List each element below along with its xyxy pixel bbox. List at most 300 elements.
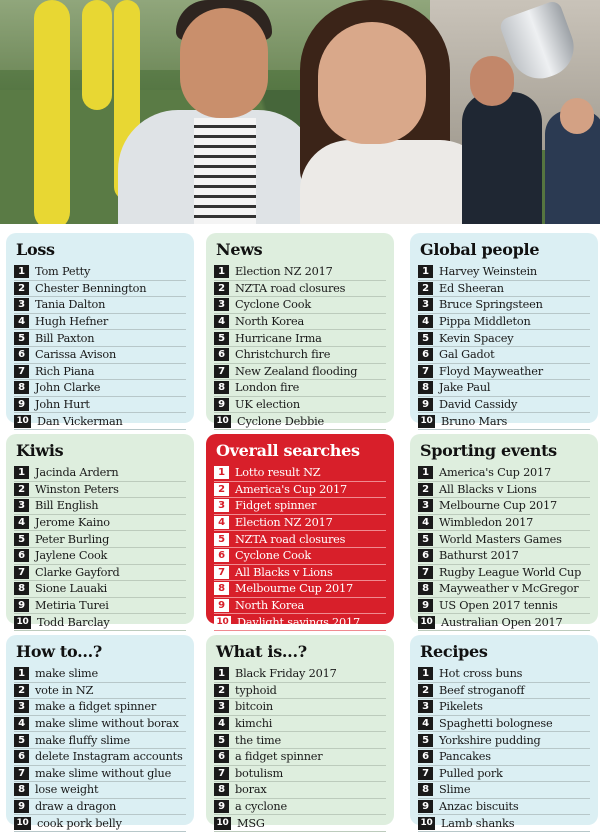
list-item [14,766,186,783]
list-item [14,482,186,499]
list-item [418,297,590,314]
list-item-text: Pulled pork [439,766,503,780]
list-item [214,380,386,397]
rank-badge: 2 [418,282,433,295]
rank-badge: 4 [418,315,433,328]
list-item [418,314,590,331]
list-item-text: John Clarke [35,381,101,395]
list-item-text: Metiria Turei [35,599,109,613]
list-item [14,565,186,582]
list-item-text: All Blacks v Lions [235,565,333,579]
sailor-figure [462,92,542,224]
list-item [214,548,386,565]
list-item [418,264,590,281]
panel-title: Sporting events [420,441,557,460]
list-item [418,699,590,716]
list-item-text: US Open 2017 tennis [439,599,558,613]
list-item-text: draw a dragon [35,800,117,814]
rank-badge: 7 [418,566,433,579]
list-item [214,465,386,482]
rank-badge: 7 [214,767,229,780]
list-item-text: Lamb shanks [441,816,515,830]
list-item-text: Ed Sheeran [439,281,504,295]
list-item [214,782,386,799]
list-item [418,482,590,499]
list-item [14,413,186,430]
panel-title: What is...? [216,642,307,661]
list-item [418,683,590,700]
list-item-text: New Zealand flooding [235,364,358,378]
list-item-text: Hot cross buns [439,667,523,681]
rank-badge: 10 [214,415,231,428]
rank-badge: 9 [214,800,229,813]
list-item-text: Melbourne Cup 2017 [439,499,558,513]
rank-badge: 1 [418,466,433,479]
list-item-text: make slime [35,667,98,681]
rank-badge: 10 [14,817,31,830]
list-item [214,799,386,816]
rank-badge: 6 [14,750,29,763]
list-item [418,531,590,548]
list-item-text: UK election [235,398,300,412]
rank-badge: 4 [214,717,229,730]
panel-title: Loss [16,240,55,259]
list-item-text: Beef stroganoff [439,683,525,697]
slime-strand [34,0,70,224]
panel-overall-searches [206,434,394,629]
list-item-text: kimchi [235,717,273,731]
list-item [418,413,590,430]
list-item [214,749,386,766]
list-item-text: Daylight savings 2017 [237,615,361,629]
list-item-text: Rich Piana [35,364,95,378]
rank-badge: 3 [214,298,229,311]
rank-badge: 4 [14,516,29,529]
list-item-text: Bruce Springsteen [439,298,543,312]
list-item-text: Dan Vickerman [37,414,123,428]
panel-title: Recipes [420,642,488,661]
rank-badge: 10 [418,616,435,629]
list-item-text: Black Friday 2017 [235,667,337,681]
rank-badge: 2 [214,684,229,697]
rank-badge: 9 [14,599,29,612]
list-item-text: Wimbledon 2017 [439,516,534,530]
rank-badge: 4 [214,315,229,328]
rank-badge: 7 [14,767,29,780]
list-item-text: Hurricane Irma [235,331,322,345]
ranked-list [14,264,186,430]
rank-badge: 2 [14,282,29,295]
list-item-text: Cyclone Cook [235,549,312,563]
man-face [180,8,268,118]
list-item [418,515,590,532]
list-item [418,666,590,683]
rank-badge: 3 [214,499,229,512]
list-item [14,548,186,565]
list-item [14,732,186,749]
list-item-text: Christchurch fire [235,348,331,362]
rank-badge: 7 [418,767,433,780]
rank-badge: 7 [214,566,229,579]
list-item [214,515,386,532]
rank-badge: 10 [214,817,231,830]
list-item [418,548,590,565]
rank-badge: 5 [418,332,433,345]
rank-badge: 9 [214,398,229,411]
list-item [14,581,186,598]
rank-badge: 1 [418,265,433,278]
list-item-text: Kevin Spacey [439,331,514,345]
rank-badge: 4 [214,516,229,529]
rank-badge: 3 [14,298,29,311]
list-item-text: Jacinda Ardern [35,466,119,480]
list-item [418,766,590,783]
rank-badge: 8 [214,381,229,394]
list-item-text: World Masters Games [439,532,562,546]
list-item [418,749,590,766]
rank-badge: 2 [214,282,229,295]
list-item [14,465,186,482]
ranked-list [214,465,386,631]
panel-title: How to...? [16,642,103,661]
rank-badge: 5 [214,734,229,747]
sailor-face [470,56,514,106]
list-item-text: Hugh Hefner [35,315,109,329]
list-item-text: Spaghetti bolognese [439,717,553,731]
list-item [214,264,386,281]
list-item [214,281,386,298]
rank-badge: 10 [214,616,231,629]
list-item [14,498,186,515]
panel-title: Overall searches [216,441,360,460]
list-item [418,799,590,816]
panel-how-to [6,635,194,830]
rank-badge: 1 [418,667,433,680]
list-item-text: Tom Petty [35,265,91,279]
rank-badge: 9 [418,599,433,612]
list-item-text: Yorkshire pudding [439,733,541,747]
panel-loss [6,233,194,428]
list-item-text: Jerome Kaino [35,516,110,530]
list-item-text: Cyclone Cook [235,298,312,312]
list-item-text: Lotto result NZ [235,466,321,480]
list-item-text: America's Cup 2017 [235,482,348,496]
rank-badge: 2 [14,684,29,697]
panel-title: Global people [420,240,540,259]
list-item-text: Tania Dalton [35,298,106,312]
list-item [418,565,590,582]
list-item [14,614,186,631]
list-item [214,766,386,783]
list-item-text: Clarke Gayford [35,565,120,579]
rank-badge: 7 [14,566,29,579]
list-item [14,515,186,532]
rank-badge: 10 [14,415,31,428]
rank-badge: 9 [418,800,433,813]
list-item-text: bitcoin [235,700,274,714]
list-item [14,380,186,397]
list-item [214,716,386,733]
rank-badge: 8 [214,783,229,796]
rank-badge: 9 [14,800,29,813]
panel-title: News [216,240,263,259]
list-item-text: Election NZ 2017 [235,265,333,279]
list-item [418,380,590,397]
list-item-text: the time [235,733,282,747]
rank-badge: 4 [418,717,433,730]
list-item-text: typhoid [235,683,277,697]
panel-recipes [410,635,598,830]
rank-badge: 2 [418,684,433,697]
rank-badge: 1 [214,667,229,680]
rank-badge: 1 [14,265,29,278]
list-item [214,683,386,700]
rank-badge: 6 [14,348,29,361]
list-item [418,498,590,515]
rank-badge: 3 [418,298,433,311]
list-item [214,614,386,631]
list-item-text: David Cassidy [439,398,518,412]
list-item [214,581,386,598]
list-item [418,716,590,733]
list-item [418,397,590,414]
list-item [214,565,386,582]
rank-badge: 3 [418,700,433,713]
rank-badge: 10 [418,415,435,428]
rank-badge: 6 [214,750,229,763]
list-item [214,732,386,749]
list-item [14,666,186,683]
rank-badge: 1 [14,667,29,680]
rank-badge: 9 [14,398,29,411]
list-item-text: Carissa Avison [35,348,117,362]
list-item-text: Australian Open 2017 [441,615,563,629]
rank-badge: 8 [214,582,229,595]
list-item [214,498,386,515]
list-item-text: America's Cup 2017 [439,466,552,480]
rank-badge: 3 [14,499,29,512]
list-item-text: John Hurt [35,398,90,412]
list-item-text: Pancakes [439,750,491,764]
rank-badge: 4 [14,315,29,328]
list-item-text: Harvey Weinstein [439,265,538,279]
rank-badge: 3 [14,700,29,713]
rank-badge: 2 [14,483,29,496]
list-item-text: borax [235,783,267,797]
list-item [14,699,186,716]
rank-badge: 8 [418,783,433,796]
list-item [214,297,386,314]
list-item [14,716,186,733]
rank-badge: 6 [418,549,433,562]
rank-badge: 1 [214,466,229,479]
rank-badge: 8 [14,783,29,796]
ranked-list [14,465,186,631]
rank-badge: 9 [214,599,229,612]
rank-badge: 2 [214,483,229,496]
list-item-text: make slime without glue [35,766,172,780]
list-item-text: Peter Burling [35,532,110,546]
list-item-text: cook pork belly [37,816,122,830]
second-sailor-face [560,98,594,134]
list-item-text: Bruno Mars [441,414,508,428]
list-item-text: vote in NZ [35,683,94,697]
rank-badge: 5 [418,533,433,546]
man-tshirt [194,118,256,224]
list-item-text: North Korea [235,315,305,329]
list-item-text: Winston Peters [35,482,119,496]
list-item-text: MSG [237,816,265,830]
list-item [418,614,590,631]
rank-badge: 2 [418,483,433,496]
list-item [14,314,186,331]
rank-badge: 6 [214,348,229,361]
rank-badge: 6 [14,549,29,562]
rank-badge: 8 [14,582,29,595]
list-item-text: Pikelets [439,700,483,714]
list-item [418,465,590,482]
list-item [418,732,590,749]
list-item-text: NZTA road closures [235,281,346,295]
rank-badge: 4 [14,717,29,730]
list-item [214,666,386,683]
list-item [418,782,590,799]
list-item-text: Todd Barclay [37,615,110,629]
list-item [214,699,386,716]
list-item [418,581,590,598]
rank-badge: 10 [418,817,435,830]
list-item-text: Fidget spinner [235,499,317,513]
rank-badge: 5 [418,734,433,747]
list-item [14,347,186,364]
list-item [214,482,386,499]
rank-badge: 6 [214,549,229,562]
rank-badge: 1 [214,265,229,278]
rank-badge: 3 [214,700,229,713]
list-item-text: Anzac biscuits [439,800,519,814]
list-item-text: a fidget spinner [235,750,323,764]
panel-news [206,233,394,428]
ranked-list [418,264,590,430]
slime-strand [82,0,112,110]
list-item-text: Sione Lauaki [35,582,108,596]
list-item-text: Bill Paxton [35,331,95,345]
list-item-text: London fire [235,381,300,395]
header-photo [0,0,600,224]
list-item [214,598,386,615]
list-item-text: a cyclone [235,800,287,814]
list-item [214,531,386,548]
list-item-text: Floyd Mayweather [439,364,543,378]
list-item [14,799,186,816]
list-item [14,683,186,700]
list-item-text: Melbourne Cup 2017 [235,582,354,596]
rank-badge: 7 [214,365,229,378]
list-item [214,314,386,331]
ranked-list [214,666,386,832]
list-item [14,330,186,347]
rank-badge: 6 [418,348,433,361]
rank-badge: 10 [14,616,31,629]
rank-badge: 5 [14,332,29,345]
list-item-text: Jaylene Cook [35,549,108,563]
list-item [14,397,186,414]
panel-sporting-events [410,434,598,629]
list-item-text: Jake Paul [439,381,491,395]
rank-badge: 4 [418,516,433,529]
list-item [418,364,590,381]
list-item [14,364,186,381]
list-item [214,413,386,430]
list-item-text: Slime [439,783,471,797]
list-item-text: NZTA road closures [235,532,346,546]
rank-badge: 1 [14,466,29,479]
list-item [214,347,386,364]
panel-title: Kiwis [16,441,64,460]
list-item-text: Bathurst 2017 [439,549,519,563]
list-item-text: Election NZ 2017 [235,516,333,530]
list-item-text: Bill English [35,499,99,513]
panel-what-is [206,635,394,830]
list-item [214,364,386,381]
list-item [14,531,186,548]
list-item-text: make a fidget spinner [35,700,157,714]
panel-kiwis [6,434,194,629]
rank-badge: 7 [14,365,29,378]
list-item-text: Chester Bennington [35,281,147,295]
woman-face [318,22,426,144]
ranked-list [214,264,386,430]
list-item-text: Cyclone Debbie [237,414,325,428]
list-item [418,347,590,364]
rank-badge: 8 [418,582,433,595]
list-item [14,297,186,314]
rank-badge: 9 [418,398,433,411]
list-item [418,598,590,615]
list-item [14,598,186,615]
list-item-text: North Korea [235,599,305,613]
list-item [418,330,590,347]
list-item [214,397,386,414]
ranked-list [418,666,590,832]
ranked-list [14,666,186,832]
rank-badge: 8 [14,381,29,394]
list-item-text: All Blacks v Lions [439,482,537,496]
panel-global-people [410,233,598,428]
rank-badge: 3 [418,499,433,512]
ranked-list [418,465,590,631]
list-item-text: botulism [235,766,283,780]
list-item-text: lose weight [35,783,99,797]
list-item [14,782,186,799]
list-item-text: Mayweather v McGregor [439,582,579,596]
rank-badge: 8 [418,381,433,394]
list-item-text: Pippa Middleton [439,315,531,329]
rank-badge: 6 [418,750,433,763]
list-item-text: make slime without borax [35,717,179,731]
list-item-text: delete Instagram accounts [35,750,183,764]
rank-badge: 5 [214,332,229,345]
list-item [14,749,186,766]
list-item [14,264,186,281]
list-item-text: make fluffy slime [35,733,130,747]
rank-badge: 5 [14,533,29,546]
list-item [214,330,386,347]
rank-badge: 5 [214,533,229,546]
list-item-text: Rugby League World Cup [439,565,582,579]
list-item-text: Gal Gadot [439,348,495,362]
rank-badge: 5 [14,734,29,747]
